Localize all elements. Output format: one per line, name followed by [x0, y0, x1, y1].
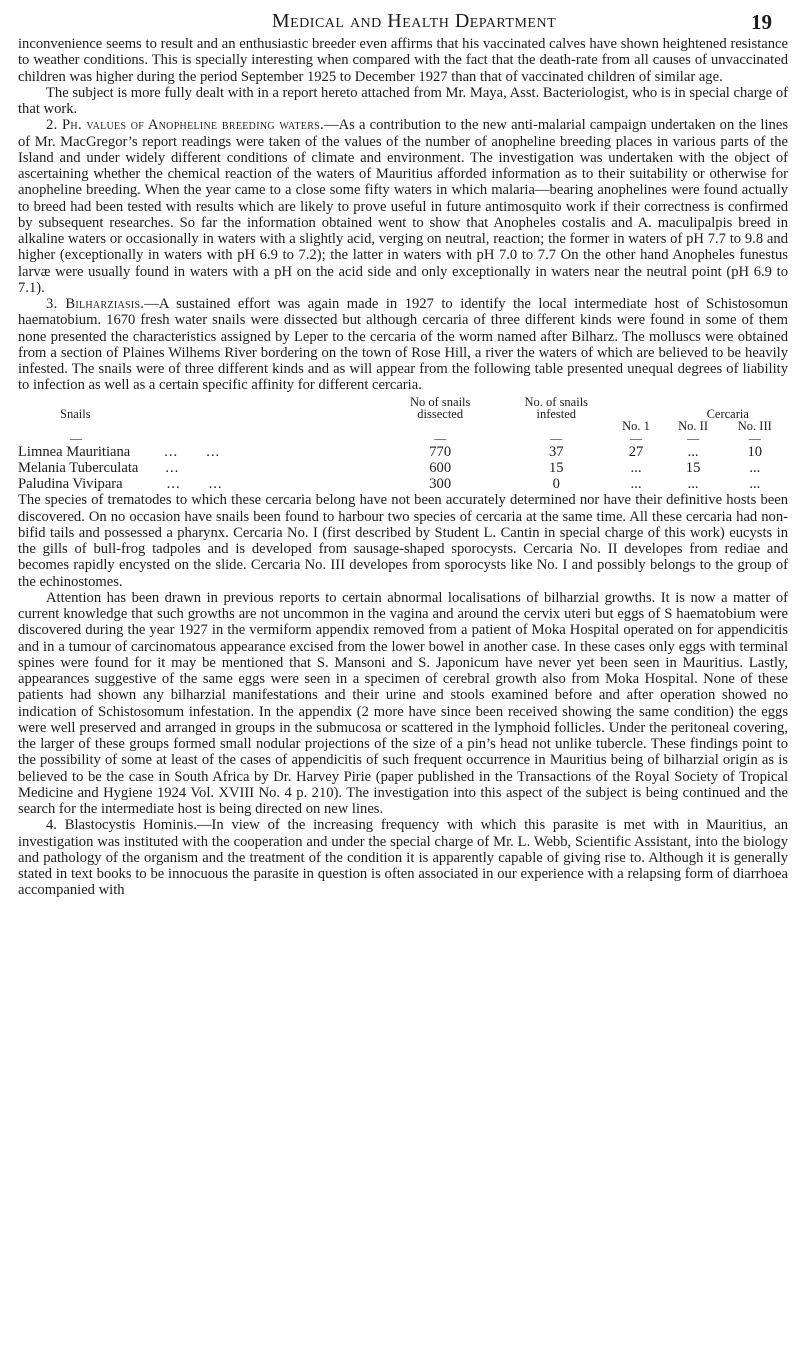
page-number: 19: [751, 10, 772, 34]
header-snails: Snails: [60, 406, 91, 421]
cercaria-no3-value: ...: [749, 459, 761, 476]
table-row: Melania Tuberculata ... 600 15 ... 15 ...: [18, 460, 788, 476]
dissected-value: 770: [429, 443, 452, 460]
infested-value: 37: [548, 443, 564, 460]
header-dissected: No of snails dissected: [409, 394, 471, 421]
table-subheader-row: [18, 420, 788, 432]
cercaria-no2-value: 15: [685, 459, 701, 476]
cercaria-no2-value: ...: [687, 476, 699, 492]
section-heading-bilharziasis: 3. Bilharziasis.: [46, 296, 145, 312]
snail-name: Paludina Vivipara: [18, 476, 123, 492]
dissected-value: 300: [429, 476, 452, 492]
table-row: Limnea Mauritiana ... ... 770 37 27 ... 10: [18, 444, 788, 460]
header-cercaria-no3: No. III: [737, 418, 772, 433]
section-heading-anopheline: 2. Ph. values of Anopheline breeding waters.: [46, 117, 324, 134]
paragraph-bilharziasis: [18, 296, 788, 394]
header-cercaria-no2: No. II: [678, 418, 708, 433]
section-body-bilharziasis: —A sustained effort was again made in 1927 to identify the local intermediate host of Schistosomun haematobium. 1670 fresh water snails were dissected but although cercaria of three different kinds were found in some of them none presented the characteristics assigned by Leper to the cercaria of the worm named after Bilharz. The molluscs were obtained from a section of Plaines Wilhems River bordering on the town of Rose Hill, a river the waters of which are believed to be heavily infested. The snails were of three different kinds and as will appear from the following table presented unequal degrees of liability to infection as well as a certain specific affinity for different cercaria.: [18, 296, 788, 394]
cercaria-no3-value: ...: [749, 476, 761, 492]
snail-name: Melania Tuberculata: [18, 459, 139, 476]
cercaria-no1-value: ...: [630, 476, 642, 492]
header-cercaria-group: Cercaria: [706, 406, 749, 421]
snail-name: Limnea Mauritiana: [18, 443, 131, 460]
infested-value: 0: [552, 476, 560, 492]
header-title: Medical and Health Department: [271, 10, 557, 32]
table-row: Paludina Vivipara ... ... 300 0 ... ... ...: [18, 476, 788, 492]
dissected-value: 600: [429, 459, 452, 476]
table-rule-row: — — — — — —: [70, 430, 761, 445]
header-infested: No. of snails infested: [524, 394, 589, 421]
cercaria-no1-value: 27: [628, 443, 644, 460]
paragraph-trematode-species: The species of trematodes to which these cercaria belong have not been accurately determined nor have their definitive hosts been discovered. On no occasion have snails been found to harbour two species of cercaria at the same time. All these cercaria had non-bifid tails and possessed a pharynx. Cercaria No. I (first described by Student L. Cantin in special charge of this work) eucysts in the gills of bull-frog tadpoles and is developed from sausage-shaped sporocysts. Cercaria No. II developes from rediae and becomes rapidly encysted on the slide. Cercaria No. III developes from sporocysts like No. I and possibly belongs to the group of the echinostomes.: [18, 492, 788, 590]
cercaria-no2-value: ...: [687, 443, 699, 460]
paragraph-report-reference: The subject is more fully dealt with in a report hereto attached from Mr. Maya, Asst. Bacteriologist, who is in special charge of that work.: [18, 84, 788, 117]
section-body-blastocystis: —In view of the increasing frequency with which this parasite is met with in Mauritius, an investigation was instituted with the cooperation and under the special charge of Mr. L. Webb, Scientific Assistant, into the biology and pathology of the organism and the treatment of the condition it is apparently capable of giving rise to. Although it is generally stated in text books to be innocuous the parasite in question is often associated in our experience with a relapsing form of diarrhoea accompanied with: [18, 817, 788, 899]
paragraph-abnormal-localisations: Attention has been drawn in previous reports to certain abnormal localisations of bilharzial growths. It is now a matter of current knowledge that such growths are not uncommon in the vagina and around the cervix uteri but eggs of S haematobium were discovered during the year 1927 in the vermiform appendix removed from a patient of Moka Hospital operated on for appendicitis and in a tumour of carcinomatous appearance excised from the lower bowel in another case. In these cases only eggs with terminal spines were found for it may be mentioned that S. Mansoni and S. Japonicum have never yet been seen in Mauritius. Lastly, appearances suggestive of the same eggs were seen in a specimen of cerebral growth also from Moka Hospital. None of these patients had shown any bilharzial manifestations and their urine and stools examined before and after operation showed no indication of Schistosomum infestation. In the appendix (2 more have since been received showing the same condition) the eggs were well preserved and arranged in groups in the submucosa or scattered in the lymphoid follicles. Under the peritoneal covering, the larger of these groups formed small nodular projections of the size of a pin’s head not unlike tubercle. These findings point to the possibility of some at least of the cases of appendicitis of such frequent occurrence in Mauritius being of bilharzial origin as is believed to be the case in South Africa by Dr. Harvey Pirie (paper published in the Transactions of the Royal Society of Tropical Medicine and Hygiene 1924 Vol. XVIII No. 4 p. 210). The investigation into this aspect of the subject is being continued and the search for the intermediate host is being directed on new lines.: [18, 589, 788, 817]
running-header: [56, 10, 772, 36]
infested-value: 15: [548, 459, 564, 476]
body-text: [18, 36, 788, 899]
snails-table: [18, 396, 788, 493]
paragraph-vaccination-continued: inconvenience seems to result and an enthusiastic breeder even affirms that his vaccinated calves have shown heightened resistance to weather conditions. This is specially interesting when compared with the fact that the death-rate from all causes of unvaccinated children was higher during the period September 1925 to December 1927 than that of vaccinated children of similar age.: [18, 36, 788, 85]
section-body-anopheline: —As a contribution to the new anti-malarial campaign undertaken on the lines of Mr. MacGregor’s report readings were taken of the values of the number of anopheline breeding places in various parts of the Island and under widely different conditions of climate and environment. The investigation was undertaken with the object of ascertaining whether the chemical reaction of the waters of Mauritius afforded information as to their suitability or otherwise for anopheline breeding. When the year came to a close some fifty waters in which malaria—bearing anophelines were found actually to breed had been tested with results which are likely to prove useful in future antimosquito work if their correctness is confirmed by subsequent researches. So far the information obtained went to show that Anopheles costalis and A. maculipalpis breed in alkaline waters or occasionally in waters with a slightly acid, verging on neutral, reaction; the former in waters of pH 7.7 to 9.8 and higher (exceptionally in waters with pH 6.9 to 7.2); the latter in waters with pH 7.0 to 7.7 On the other hand Anopheles funestus larvæ were usually found in waters with a pH on the acid side and only exceptionally in waters near the neutral point (pH 6.9 to 7.1).: [18, 117, 788, 296]
paragraph-anopheline-waters: [18, 117, 788, 296]
paragraph-blastocystis: [18, 817, 788, 898]
table-header-row: [18, 396, 788, 420]
cercaria-no3-value: 10: [747, 443, 763, 460]
header-cercaria-no1: No. 1: [622, 418, 650, 433]
section-heading-blastocystis: 4. Blastocystis Hominis.: [46, 817, 197, 834]
cercaria-no1-value: ...: [630, 459, 642, 476]
